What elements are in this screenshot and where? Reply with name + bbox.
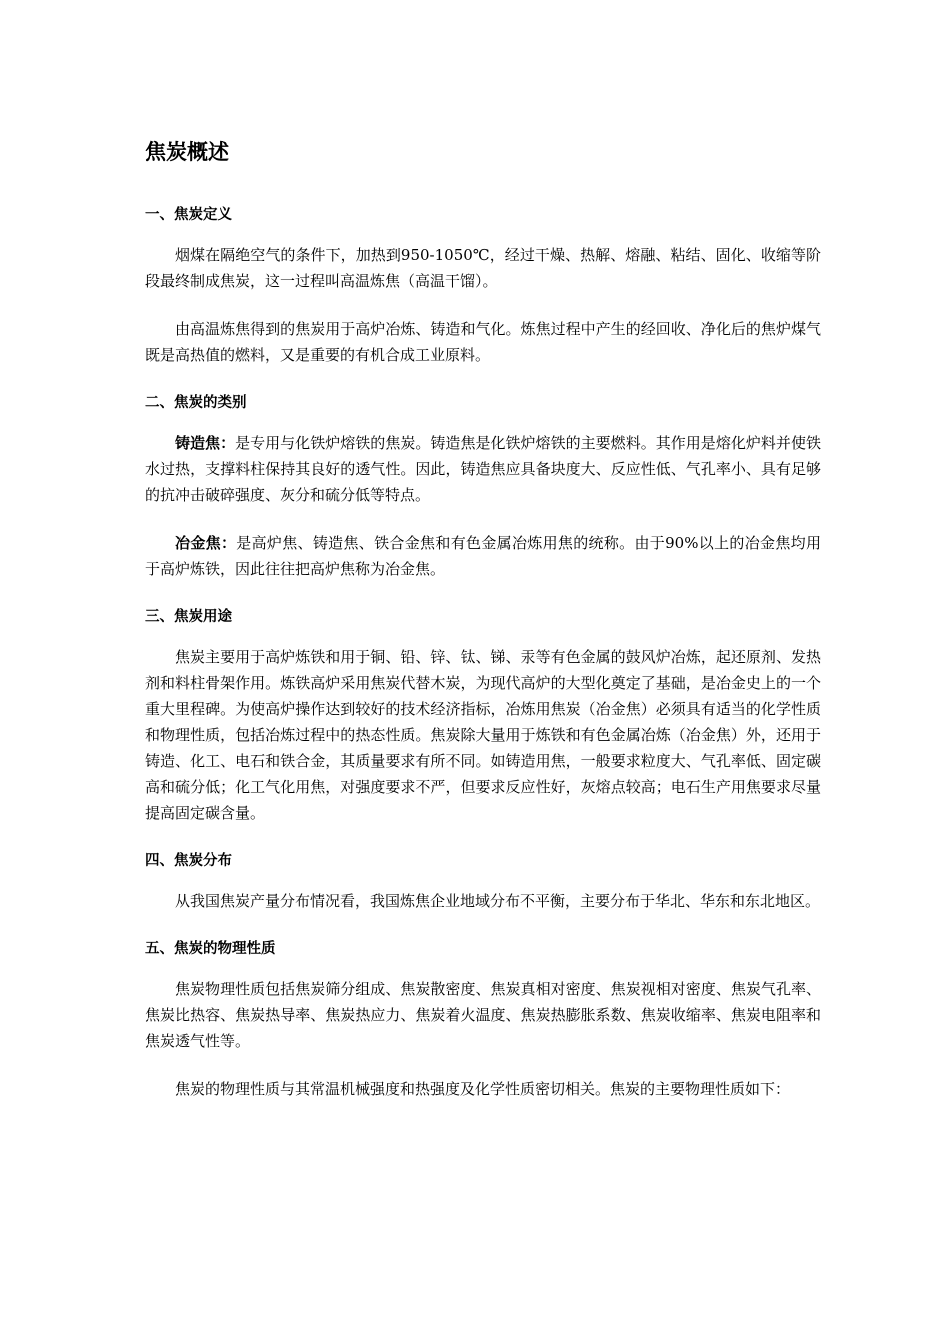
term-label: 铸造焦： xyxy=(175,434,236,452)
document-title: 焦炭概述 xyxy=(145,140,229,164)
paragraph xyxy=(145,430,821,508)
document-page xyxy=(145,136,821,1124)
section-definition xyxy=(145,202,821,368)
paragraph: 焦炭物理性质包括焦炭筛分组成、焦炭散密度、焦炭真相对密度、焦炭视相对密度、焦炭气孔率、焦炭比热容、焦炭热导率、焦炭热应力、焦炭着火温度、焦炭热膨胀系数、焦炭收缩率、焦炭电阻率和焦炭透气性等。 xyxy=(145,980,821,1050)
paragraph: 焦炭的物理性质与其常温机械强度和热强度及化学性质密切相关。焦炭的主要物理性质如下： xyxy=(175,1080,791,1098)
section-heading: 五、焦炭的物理性质 xyxy=(145,941,276,957)
paragraph: 从我国焦炭产量分布情况看，我国炼焦企业地域分布不平衡，主要分布于华北、华东和东北地区。 xyxy=(175,892,821,910)
term-label: 冶金焦： xyxy=(175,534,237,552)
term-description: 是专用与化铁炉熔铁的焦炭。铸造焦是化铁炉熔铁的主要燃料。其作用是熔化炉料并使铁水过热，支撑料柱保持其良好的透气性。因此，铸造焦应具备块度大、反应性低、气孔率小、具有足够的抗冲击破碎强度、灰分和硫分低等特点。 xyxy=(145,434,821,504)
section-heading: 四、焦炭分布 xyxy=(145,853,232,869)
section-distribution xyxy=(145,848,821,914)
section-heading: 一、焦炭定义 xyxy=(145,207,232,223)
section-categories xyxy=(145,390,821,582)
paragraph xyxy=(145,530,821,582)
paragraph: 焦炭主要用于高炉炼铁和用于铜、铅、锌、钛、锑、汞等有色金属的鼓风炉冶炼，起还原剂、发热剂和料柱骨架作用。炼铁高炉采用焦炭代替木炭，为现代高炉的大型化奠定了基础，是冶金史上的一个重大里程碑。为使高炉操作达到较好的技术经济指标，冶炼用焦炭（冶金焦）必须具有适当的化学性质和物理性质，包括冶炼过程中的热态性质。焦炭除大量用于炼铁和有色金属冶炼（冶金焦）外，还用于铸造、化工、电石和铁合金，其质量要求有所不同。如铸造用焦，一般要求粒度大、气孔率低、固定碳高和硫分低；化工气化用焦，对强度要求不严，但要求反应性好，灰熔点较高；电石生产用焦要求尽量提高固定碳含量。 xyxy=(145,648,821,822)
paragraph: 由高温炼焦得到的焦炭用于高炉冶炼、铸造和气化。炼焦过程中产生的经回收、净化后的焦炉煤气既是高热值的燃料，又是重要的有机合成工业原料。 xyxy=(145,320,821,364)
section-uses xyxy=(145,604,821,826)
section-physical-properties xyxy=(145,936,821,1102)
section-heading: 二、焦炭的类别 xyxy=(145,395,247,411)
paragraph: 烟煤在隔绝空气的条件下，加热到950-1050℃，经过干燥、热解、熔融、粘结、固化、收缩等阶段最终制成焦炭，这一过程叫高温炼焦（高温干馏）。 xyxy=(145,246,822,290)
section-heading: 三、焦炭用途 xyxy=(145,609,232,625)
term-description: 是高炉焦、铸造焦、铁合金焦和有色金属冶炼用焦的统称。由于90%以上的冶金焦均用于高炉炼铁，因此往往把高炉焦称为冶金焦。 xyxy=(145,534,821,578)
